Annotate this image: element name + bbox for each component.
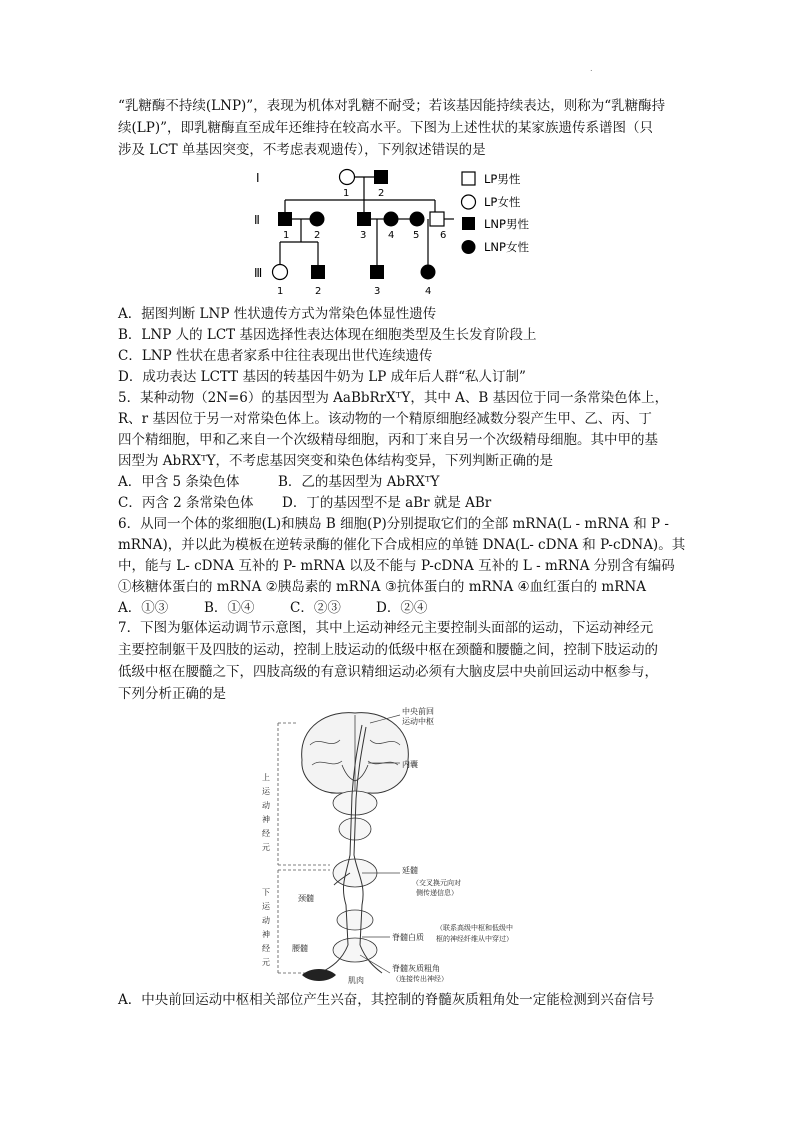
label-medulla-note: （交叉换元向对 — [412, 879, 461, 887]
I-1-symbol — [340, 170, 355, 185]
individual-number: 2 — [314, 230, 321, 241]
lower-neuron-label-char: 运 — [262, 902, 270, 911]
II-2-symbol — [310, 212, 325, 227]
pedigree-svg — [250, 162, 550, 302]
q7-stem-line: 低级中枢在腰髓之下，四肢高级的有意识精细运动必须有大脑皮层中央前回运动中枢参与， — [118, 664, 658, 680]
legend-lp-female-symbol — [462, 195, 476, 209]
q5-option-a: A．甲含 5 条染色体 — [118, 474, 240, 490]
label-anterior-horn-note: （连接传出神经） — [392, 975, 448, 983]
label-white-matter: 脊髓白质 — [392, 933, 424, 942]
individual-number: 2 — [378, 188, 385, 199]
q5-stem-line: R、r 基因位于另一对常染色体上。该动物的一个精原细胞经减数分裂产生甲、乙、丙、丁 — [118, 411, 652, 427]
individual-number: 1 — [343, 188, 350, 199]
legend-label: LNP男性 — [484, 217, 529, 231]
stem-line: 涉及 LCT 单基因突变，不考虑表观遗传），下列叙述错误的是 — [118, 142, 486, 158]
q6-option-d: D．②④ — [376, 600, 428, 616]
II-1-symbol — [278, 212, 292, 226]
gen-label: Ⅲ — [254, 266, 263, 280]
upper-neuron-label-char: 经 — [262, 829, 270, 838]
individual-number: 3 — [360, 230, 367, 241]
q5-option-b: B．乙的基因型为 AbRXᵀY — [278, 474, 440, 490]
q5-option-d: D．丁的基因型不是 aBr 就是 ABr — [282, 495, 492, 511]
upper-neuron-label-char: 动 — [262, 801, 270, 810]
legend-lp-male-symbol — [462, 172, 475, 185]
individual-number: 4 — [425, 286, 432, 297]
question4-stem — [118, 95, 680, 161]
q5-stem-line: 因型为 AbRXᵀY，不考虑基因突变和染色体结构变异，下列判断正确的是 — [118, 453, 554, 469]
stem-line: 续(LP)”，即乳糖酶直至成年还维持在较高水平。下图为上述性状的某家族遗传系谱图（只 — [118, 120, 653, 136]
III-2-symbol — [311, 265, 325, 279]
upper-neuron-label-char: 运 — [262, 787, 270, 796]
II-6-symbol — [430, 212, 444, 226]
gen-label: Ⅱ — [254, 213, 260, 227]
motor-pathway-figure — [250, 705, 580, 985]
q6-option-b: B．①④ — [204, 600, 255, 616]
q7-option-a: A．中央前回运动中枢相关部位产生兴奋，其控制的脊髓灰质粗角处一定能检测到兴奋信号 — [118, 992, 655, 1008]
legend-label: LP男性 — [484, 172, 521, 186]
label-muscle: 肌肉 — [348, 976, 364, 985]
lower-neuron-label-char: 神 — [262, 930, 270, 939]
II-4-symbol — [384, 212, 399, 227]
q5-stem-line: 四个精细胞，甲和乙来自一个次级精母细胞，丙和丁来自另一个次级精母细胞。其中甲的基 — [118, 432, 658, 448]
pedigree-chart — [250, 162, 550, 302]
individual-number: 3 — [374, 286, 381, 297]
label-precentral-gyrus: 中央前回 — [402, 707, 434, 716]
individual-number: 5 — [413, 230, 420, 241]
q7-stem-line: 下列分析正确的是 — [118, 686, 226, 702]
q6-stem-line: mRNA)，并以此为模板在逆转录酶的催化下合成相应的单链 DNA(L- cDNA 和 P-cDNA)。其 — [118, 537, 686, 553]
label-anterior-horn: 脊髓灰质粗角 — [392, 964, 440, 973]
individual-number: 6 — [440, 230, 447, 241]
stem-line: “乳糖酶不持续(LNP)”，表现为机体对乳糖不耐受；若该基因能持续表达，则称为“乳糖酶持 — [118, 98, 666, 114]
label-white-matter-note: （联系高级中枢和低级中 — [436, 924, 513, 932]
q7-stem-line: 7．下图为躯体运动调节示意图，其中上运动神经元主要控制头面部的运动，下运动神经元 — [118, 620, 654, 636]
legend-lnp-female-symbol — [462, 240, 476, 254]
muscle-shape — [302, 969, 336, 981]
legend-label: LP女性 — [484, 195, 521, 209]
q6-stem-line: ①核糖体蛋白的 mRNA ②胰岛素的 mRNA ③抗体蛋白的 mRNA ④血红蛋白的 mRNA — [118, 579, 646, 595]
individual-number: 1 — [283, 230, 290, 241]
label-internal-capsule: 内囊 — [402, 760, 418, 769]
III-3-symbol — [370, 265, 384, 279]
page-mark: . — [590, 64, 593, 73]
q6-stem-line: 中，能与 L- cDNA 互补的 P- mRNA 以及不能与 P-cDNA 互补的 L - mRNA 分别含有编码 — [118, 558, 675, 574]
label-medulla: 延髓 — [402, 866, 418, 875]
label-lumbar-cord: 腰髓 — [292, 944, 308, 953]
III-4-symbol — [421, 265, 436, 280]
q5-stem-line: 5．某种动物（2N=6）的基因型为 AaBbRrXᵀY，其中 A、B 基因位于同一条常染色体上， — [118, 390, 669, 406]
q4-option-c: C．LNP 性状在患者家系中往往表现出世代连续遗传 — [118, 348, 433, 364]
legend-label: LNP女性 — [484, 240, 529, 254]
lower-neuron-label-char: 动 — [262, 916, 270, 925]
individual-number: 2 — [315, 286, 322, 297]
q6-option-c: C．②③ — [290, 600, 341, 616]
II-5-symbol — [410, 212, 425, 227]
q6-option-a: A．①③ — [118, 600, 169, 616]
lower-neuron-label-char: 元 — [262, 958, 270, 967]
individual-number: 4 — [388, 230, 395, 241]
upper-neuron-label-char: 元 — [262, 843, 270, 852]
q7-stem — [118, 617, 680, 705]
motor-pathway-svg — [250, 705, 580, 985]
q4-option-b: B．LNP 人的 LCT 基因选择性表达体现在细胞类型及生长发育阶段上 — [118, 327, 537, 343]
q4-option-a: A．据图判断 LNP 性状遗传方式为常染色体显性遗传 — [118, 306, 437, 322]
q5-option-c: C．丙含 2 条常染色体 — [118, 495, 254, 511]
III-1-symbol — [273, 265, 288, 280]
label-white-matter-note: 枢的神经纤维从中穿过） — [436, 935, 513, 943]
label-motor-center: 运动中枢 — [402, 717, 434, 726]
II-3-symbol — [357, 212, 371, 226]
lower-neuron-label-char: 经 — [262, 944, 270, 953]
individual-number: 1 — [277, 286, 284, 297]
gen-label: Ⅰ — [256, 171, 260, 185]
label-medulla-note: 侧传递信息） — [416, 889, 458, 897]
q4-option-d: D．成功表达 LCTT 基因的转基因牛奶为 LP 成年后人群“私人订制” — [118, 369, 526, 385]
upper-neuron-label-char: 神 — [262, 815, 270, 824]
I-2-symbol — [374, 170, 388, 184]
upper-neuron-label-char: 上 — [262, 773, 270, 782]
q7-stem-line: 主要控制躯干及四肢的运动，控制上肢运动的低级中枢在颈髓和腰髓之间，控制下肢运动的 — [118, 642, 658, 658]
label-cervical-cord: 颈髓 — [298, 894, 314, 903]
q6-stem-line: 6．从同一个体的浆细胞(L)和胰岛 B 细胞(P)分别提取它们的全部 mRNA(L - mRNA 和 P - — [118, 516, 669, 532]
lower-neuron-label-char: 下 — [262, 888, 270, 897]
legend-lnp-male-symbol — [462, 217, 475, 230]
